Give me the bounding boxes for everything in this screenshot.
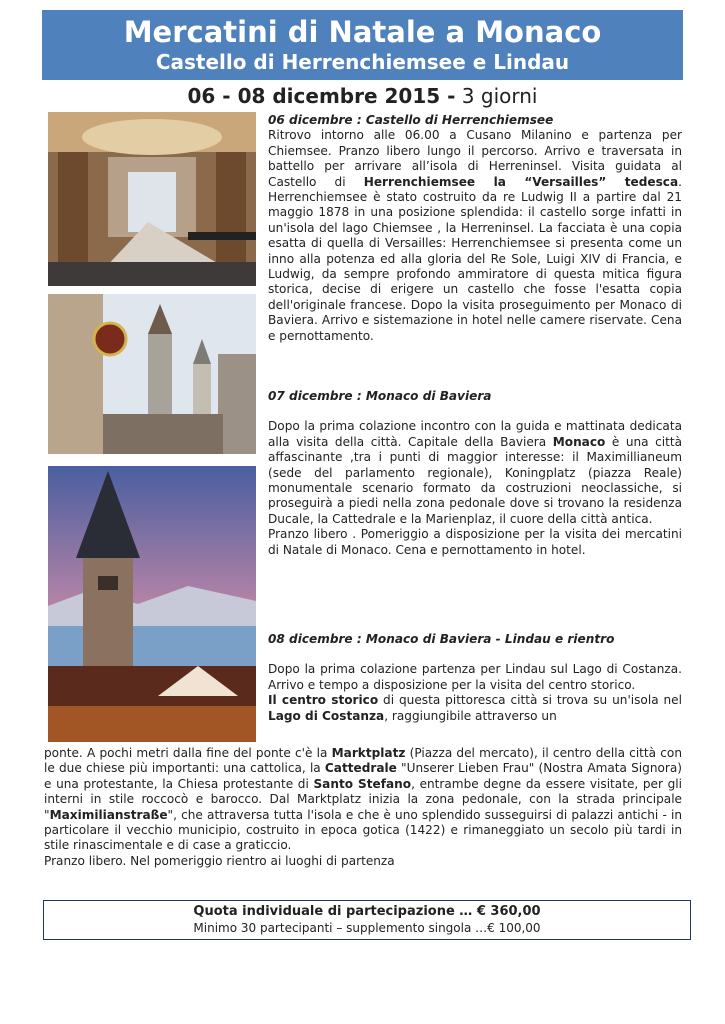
lindau-text-5: "Unserer Lieben Frau" (Nostra Amata Signora) e una protestante, la Chiesa protestante di	[44, 761, 682, 791]
day2-text-b: è una città affascinante ,tra i punti di maggior interesse: il Maximillianeum (sede del parlamento regionale), Koningplatz (piazza Reale) monumentale scenario formato da costruzioni neoclassiche, si proseguirà a piedi nella zona pedonale dove si trovano la residenza Ducale, la Cattedrale e la Marienplaz, il cuore della città antica.	[268, 434, 683, 526]
day3-heading: 08 dicembre : Monaco di Baviera - Lindau e rientro	[268, 632, 615, 646]
lindau-cattedrale: Cattedrale	[324, 761, 397, 776]
supplement-line: Minimo 30 partecipanti – supplemento singola …€ 100,00	[193, 921, 541, 935]
day1-text-a: Ritrovo intorno alle 06.00 a Cusano Milanino e partenza per Chiemsee. Pranzo libero lungo il percorso. Arrivo e traversata in battello per arrivare all’isola di Herreninsel. Visita guidata al Castello di	[268, 128, 682, 189]
title-banner	[42, 10, 683, 80]
dates-duration: 3 giorni	[455, 84, 538, 108]
lindau-marktplatz: Marktplatz	[331, 746, 406, 760]
day1-text-b: . Herrenchiemsee è stato costruito da re Ludwig II a partire dal 21 maggio 1878 in una posizione splendida: il castello sorge infatti in un'isola del lago Chiemsee , la Herreninsel. La facciata è una copia esatta di quella di Versailles: Herrenchiemsee si presenta come un inno alla potenza ed alla gloria del Re Sole, Luigi XIV di Francia, e Ludwig, da sempre profondo ammiratore di questa mitica figura storica, decise di erigere un castello che fosse l'esatta copia dell'originale francese. Dopo la visita proseguimento per Monaco di Baviera. Arrivo e sistemazione in hotel nelle camere riservate. Cena e pernottamento.	[268, 174, 682, 343]
day1-paragraph	[268, 128, 682, 344]
lindau-text-9: ", che attraversa tutta l'isola e che è uno splendido susseguirsi di palazzi antichi - in particolare il vecchio municipio, costruito in epoca gotica (1422) e rimaneggiato un secolo più tardi in stile rinascimentale e di case a graticcio.	[44, 807, 682, 853]
trip-dates	[0, 82, 725, 110]
day3-section	[268, 632, 682, 724]
day1-highlight: Herrenchiemsee la “Versailles” tedesca	[363, 174, 679, 189]
day2-highlight: Monaco	[552, 434, 606, 449]
lindau-santo-stefano: Santo Stefano	[313, 776, 412, 791]
munich-street-photo	[48, 294, 256, 454]
lindau-text-7: , entrambe degne da essere visitate, per gli interni in stile roccocò e barocco. Dal Marktplatz inizia la zona pedonale, con la strada principale "	[44, 776, 682, 822]
day1-section	[268, 113, 682, 344]
day3-text-d: , raggiungibile attraverso un	[384, 708, 557, 723]
price-line: Quota individuale di partecipazione … € 360,00	[193, 904, 541, 919]
lindau-tower-photo	[48, 466, 256, 742]
page-subtitle: Castello di Herrenchiemsee e Lindau	[155, 50, 570, 74]
day3-highlight-c: Lago di Costanza	[268, 708, 385, 723]
lindau-text-3: (Piazza del mercato), il centro della città con le due chiese più importanti: una cattolica, la	[44, 746, 682, 776]
day2-afternoon: Pranzo libero . Pomeriggio a disposizione per la visita dei mercatini di Natale di Monaco. Cena e pernottamento in hotel.	[268, 527, 682, 557]
lindau-maximilianstrasse: Maximilianstraße	[49, 807, 168, 822]
day3-closing: Pranzo libero. Nel pomeriggio rientro ai luoghi di partenza	[44, 853, 395, 868]
day2-heading: 07 dicembre : Monaco di Baviera	[268, 389, 492, 403]
lindau-text-1: ponte. A pochi metri dalla fine del ponte c'è la	[44, 746, 332, 760]
day3-paragraph-1: Dopo la prima colazione partenza per Lindau sul Lago di Costanza. Arrivo e tempo a disposizione per la visita del centro storico.	[268, 662, 682, 692]
day3-continuation	[44, 746, 682, 869]
page-title: Mercatini di Natale a Monaco	[123, 15, 602, 49]
palace-interior-photo	[48, 112, 256, 286]
lindau-description	[44, 746, 682, 854]
price-box	[43, 900, 691, 940]
dates-bold: 06 - 08 dicembre 2015 -	[187, 84, 456, 108]
day2-paragraph	[268, 419, 682, 527]
day2-text-a: Dopo la prima colazione incontro con la guida e mattinata dedicata alla visita della città. Capitale della Baviera	[268, 419, 682, 449]
day3-paragraph-2	[268, 693, 682, 724]
day3-highlight-a: Il centro storico	[268, 693, 379, 708]
day3-text-b: di questa pittoresca città si trova su un'isola nel	[378, 693, 682, 708]
day2-section	[268, 389, 682, 558]
day1-heading: 06 dicembre : Castello di Herrenchiemsee	[268, 113, 554, 127]
